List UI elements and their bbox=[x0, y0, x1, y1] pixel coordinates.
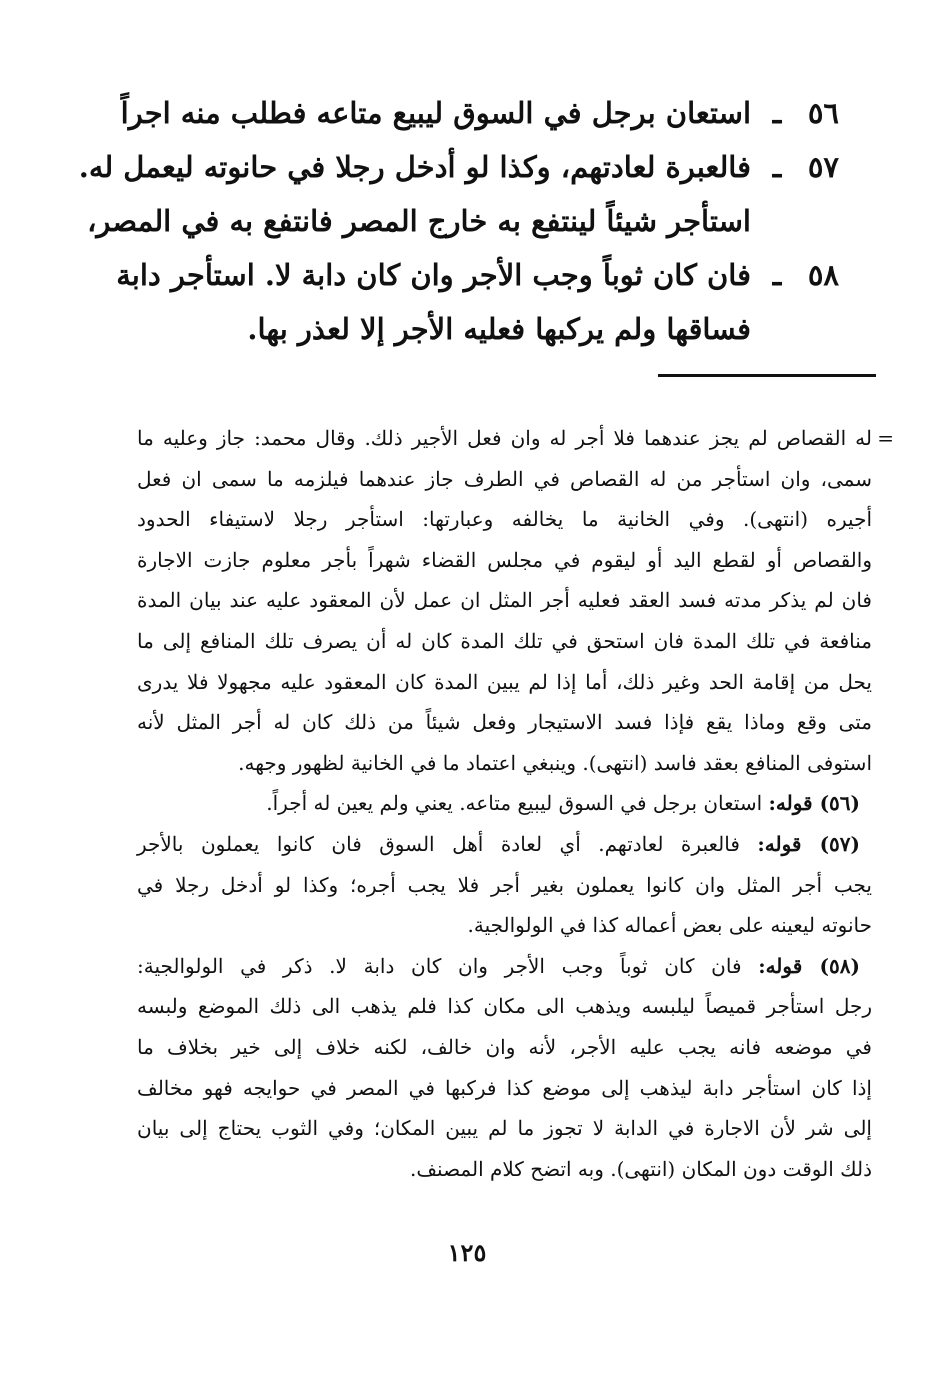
item-dash: ـ bbox=[772, 150, 782, 184]
commentary-line-text: فالعبرة لعادتهم. أي لعادة أهل السوق فان كانوا يعملون بالأجر bbox=[137, 831, 758, 856]
footnote-separator bbox=[658, 374, 876, 377]
commentary-line bbox=[137, 702, 872, 743]
continuation-mark: = bbox=[877, 426, 894, 450]
commentary-line-text: له القصاص لم يجز عندهما فلا أجر له وان فعل الأجير ذلك. وقال محمد: جاز وعليه ما bbox=[137, 426, 872, 450]
item-number: ٥٦ bbox=[807, 96, 839, 130]
main-line bbox=[99, 248, 839, 302]
page-number: ١٢٥ bbox=[447, 1238, 487, 1267]
main-line-text: فساقها ولم يركبها فعليه الأجر إلا لعذر بها. bbox=[247, 312, 751, 346]
main-line bbox=[99, 86, 839, 140]
commentary-line-text: رجل استأجر قميصاً ليلبسه ويذهب الى مكان كذا فلم يذهب الى ذلك الموضع ولبسه bbox=[137, 994, 872, 1019]
commentary-line-text: يجب أجر المثل وان كانوا يعملون بغير أجر فلا يجب أجره؛ وكذا لو أدخل رجلا في bbox=[137, 872, 872, 897]
item-number: ٥٨ bbox=[807, 258, 839, 292]
commentary-line bbox=[137, 540, 872, 581]
commentary-line bbox=[137, 418, 894, 459]
commentary-line-text: فان كان ثوباً وجب الأجر وان كان دابة لا. ذكر في الولوالجية: bbox=[137, 953, 759, 978]
item-dash: ـ bbox=[772, 258, 782, 292]
main-text bbox=[78, 86, 839, 356]
main-line-text: استأجر شيئاً لينتفع به خارج المصر فانتفع به في المصر، bbox=[87, 204, 751, 238]
item-number: ٥٧ bbox=[807, 150, 839, 184]
main-line-text: فان كان ثوباً وجب الأجر وان كان دابة لا. استأجر دابة bbox=[116, 258, 751, 292]
commentary-line bbox=[137, 1149, 872, 1190]
commentary-line-text: استعان برجل في السوق ليبيع متاعه. يعني ولم يعين له أجراً. bbox=[266, 791, 769, 816]
commentary-line-text: حانوته ليعينه على بعض أعماله كذا في الولوالجية. bbox=[467, 913, 872, 938]
main-line bbox=[78, 140, 839, 194]
commentary-line-text: منافعة في تلك المدة فان استحق في تلك المدة كان له أن يصرف تلك المنافع إلى ما bbox=[137, 628, 872, 653]
commentary-line bbox=[137, 499, 872, 540]
commentary-line bbox=[137, 986, 872, 1027]
main-line-text: فالعبرة لعادتهم، وكذا لو أدخل رجلا في حانوته ليعمل له. bbox=[78, 150, 751, 184]
commentary-line bbox=[137, 1068, 872, 1109]
commentary-line-text: في موضعه فانه يجب عليه الأجر، لأنه وان خالف، لكنه خلاف إلى خير بخلاف ما bbox=[137, 1034, 872, 1059]
commentary-line bbox=[137, 662, 872, 703]
commentary-line bbox=[137, 743, 872, 784]
main-line-text: استعان برجل في السوق ليبيع متاعه فطلب منه اجراً bbox=[120, 96, 751, 130]
commentary-line-text: فان لم يذكر مدته فسد العقد فعليه أجر المثل ان عمل لأن المعقود عليه عند بيان المدة bbox=[137, 588, 872, 613]
commentary-line bbox=[137, 621, 872, 662]
commentary-line bbox=[137, 1027, 872, 1068]
commentary-line bbox=[137, 1108, 872, 1149]
commentary-lead: (٥٨) قوله: bbox=[758, 953, 860, 978]
commentary-line bbox=[137, 946, 872, 987]
commentary-line-text: أجيره (انتهى). وفي الخانية ما يخالفه وعبارتها: استأجر رجلا لاستيفاء الحدود bbox=[137, 507, 872, 532]
commentary-line bbox=[137, 783, 872, 824]
commentary-line-text: استوفى المنافع بعقد فاسد (انتهى). وينبغي اعتماد ما في الخانية لظهور وجهه. bbox=[238, 750, 872, 775]
commentary-line bbox=[137, 459, 872, 500]
commentary-lead: (٥٦) قوله: bbox=[768, 791, 860, 816]
commentary-line-text: إلى شر لأن الاجارة في الدابة لا تجوز ما لم يبين المكان؛ وفي الثوب يحتاج إلى بيان bbox=[137, 1116, 872, 1141]
commentary-line bbox=[137, 865, 872, 906]
commentary-line-text: متى وقع وماذا يقع فإذا فسد الاستيجار وفعل شيئاً من ذلك كان له أجر المثل لأنه bbox=[137, 710, 872, 735]
main-line bbox=[99, 302, 839, 356]
item-dash: ـ bbox=[772, 96, 782, 130]
commentary-text bbox=[137, 418, 894, 1189]
commentary-line-text: إذا كان استأجر دابة ليذهب إلى موضع كذا فركبها في المصر في حوايجه فهو مخالف bbox=[137, 1075, 872, 1100]
commentary-line-text: يحل من إقامة الحد وغير ذلك، أما إذا لم يبين المدة كان المعقود عليه مجهولا فلا يدرى bbox=[137, 669, 872, 694]
main-line bbox=[87, 194, 839, 248]
commentary-line-text: ذلك الوقت دون المكان (انتهى). وبه اتضح كلام المصنف. bbox=[409, 1156, 872, 1181]
commentary-line-text: سمى، وان استأجر من له القصاص في الطرف جاز عندهما فيلزمه ما سمى ان فعل bbox=[137, 466, 872, 491]
commentary-line bbox=[137, 824, 872, 865]
commentary-line bbox=[137, 580, 872, 621]
commentary-lead: (٥٧) قوله: bbox=[757, 831, 860, 856]
commentary-line-text: والقصاص أو لقطع اليد أو ليقوم في مجلس القضاء شهراً بأجر معلوم جازت الاجارة bbox=[137, 547, 872, 572]
commentary-line bbox=[137, 905, 872, 946]
